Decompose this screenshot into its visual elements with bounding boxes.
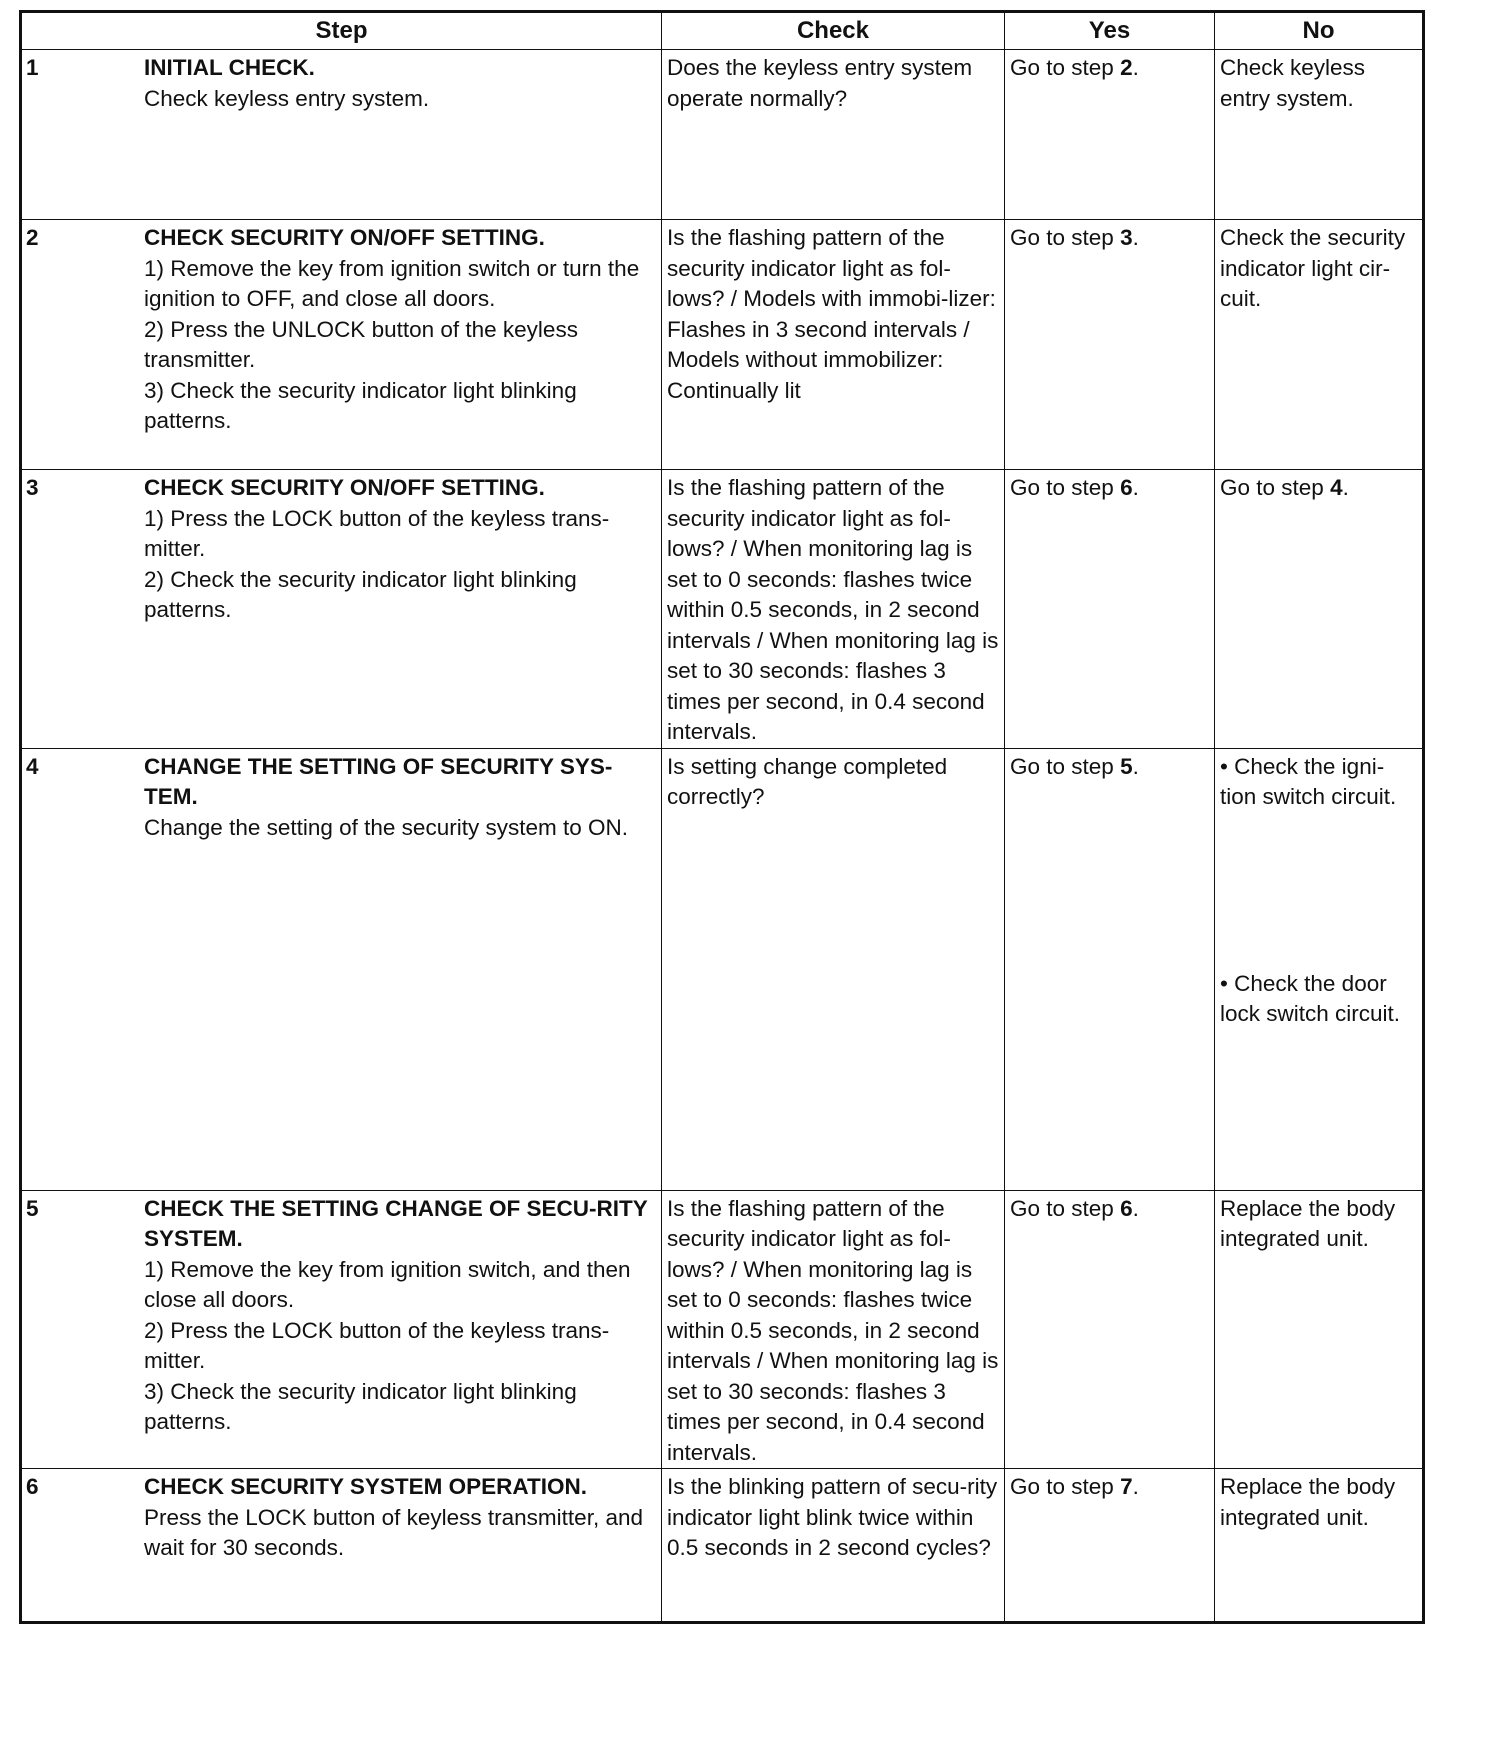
yes-suffix: . — [1132, 225, 1139, 250]
step-instruction: Check keyless entry system. — [144, 85, 430, 111]
check-cell: Is the flashing pattern of the security indicator light as fol-lows? / Models with immobi-lizer: Flashes in 3 second intervals / Models without immobilizer: Continually lit — [662, 220, 1005, 470]
no-cell: Check keyless entry system. — [1215, 50, 1424, 220]
yes-step-number: 5 — [1120, 753, 1133, 779]
header-check: Check — [662, 12, 1005, 50]
step-instruction: 1) Press the LOCK button of the keyless trans-mitter. — [144, 505, 610, 561]
no-bullet-item: • Check the door lock switch circuit. — [1220, 970, 1401, 1026]
step-cell — [21, 470, 662, 749]
table-row — [21, 1469, 1424, 1623]
yes-step-number: 2 — [1120, 55, 1133, 80]
step-title: CHANGE THE SETTING OF SECURITY SYS-TEM. — [144, 753, 613, 809]
step-instruction: 3) Check the security indicator light blinking patterns. — [144, 377, 577, 433]
step-cell — [21, 50, 662, 220]
step-number: 1 — [26, 55, 39, 80]
step-instruction: 2) Press the UNLOCK button of the keyless transmitter. — [144, 316, 578, 372]
check-cell: Is the blinking pattern of secu-rity indicator light blink twice within 0.5 seconds in 2 second cycles? — [662, 1469, 1005, 1623]
step-instruction: 2) Check the security indicator light blinking patterns. — [144, 566, 577, 622]
no-cell — [1215, 748, 1424, 1190]
step-instruction: Press the LOCK button of keyless transmitter, and wait for 30 seconds. — [144, 1504, 643, 1560]
yes-suffix: . — [1132, 753, 1139, 779]
yes-suffix: . — [1132, 1195, 1139, 1221]
check-cell: Does the keyless entry system operate normally? — [662, 50, 1005, 220]
yes-cell — [1005, 1469, 1215, 1623]
no-bullet-item: • Check the igni-tion switch circuit. — [1220, 753, 1397, 809]
step-number: 6 — [26, 1474, 39, 1499]
step-cell — [21, 1190, 662, 1469]
step-instruction: Change the setting of the security system to ON. — [144, 814, 628, 840]
yes-cell — [1005, 470, 1215, 749]
no-step-number: 4 — [1330, 475, 1343, 500]
table-row — [21, 470, 1424, 749]
yes-step-number: 6 — [1120, 1195, 1133, 1221]
no-text: Go to step — [1220, 475, 1331, 500]
no-cell: Check the security indicator light cir-cuit. — [1215, 220, 1424, 470]
yes-step-number: 6 — [1120, 475, 1133, 500]
yes-text: Go to step — [1010, 753, 1121, 779]
step-cell — [21, 1469, 662, 1623]
yes-cell — [1005, 220, 1215, 470]
yes-suffix: . — [1132, 475, 1139, 500]
header-step: Step — [21, 12, 662, 50]
step-title: CHECK SECURITY ON/OFF SETTING. — [144, 475, 545, 500]
yes-cell — [1005, 50, 1215, 220]
step-number: 2 — [26, 225, 39, 250]
step-title: CHECK SECURITY SYSTEM OPERATION. — [144, 1474, 587, 1499]
no-suffix: . — [1342, 475, 1349, 500]
yes-step-number: 7 — [1120, 1474, 1133, 1499]
yes-step-number: 3 — [1120, 225, 1133, 250]
step-instruction: 1) Remove the key from ignition switch or turn the ignition to OFF, and close all doors. — [144, 255, 640, 311]
no-cell — [1215, 470, 1424, 749]
header-no: No — [1215, 12, 1424, 50]
yes-text: Go to step — [1010, 1195, 1121, 1221]
step-title: CHECK SECURITY ON/OFF SETTING. — [144, 225, 545, 250]
no-cell: Replace the body integrated unit. — [1215, 1190, 1424, 1469]
yes-suffix: . — [1132, 1474, 1139, 1499]
yes-cell — [1005, 1190, 1215, 1469]
check-cell: Is the flashing pattern of the security indicator light as fol-lows? / When monitoring lag is set to 0 seconds: flashes twice within 0.5 seconds, in 2 second intervals / When monitoring lag is set to 30 seconds: flashes 3 times per second, in 0.4 second intervals. — [662, 470, 1005, 749]
yes-suffix: . — [1132, 55, 1139, 80]
step-cell — [21, 748, 662, 1190]
check-cell: Is setting change completed correctly? — [662, 748, 1005, 1190]
step-instruction: 2) Press the LOCK button of the keyless trans-mitter. — [144, 1317, 610, 1373]
yes-text: Go to step — [1010, 225, 1121, 250]
step-cell — [21, 220, 662, 470]
table-row — [21, 1190, 1424, 1469]
yes-text: Go to step — [1010, 475, 1121, 500]
step-instruction: 3) Check the security indicator light blinking patterns. — [144, 1378, 577, 1434]
header-row — [21, 12, 1424, 50]
step-number: 4 — [26, 753, 39, 779]
step-number: 5 — [26, 1195, 39, 1221]
step-number: 3 — [26, 475, 39, 500]
table-row — [21, 748, 1424, 1190]
no-cell: Replace the body integrated unit. — [1215, 1469, 1424, 1623]
check-cell: Is the flashing pattern of the security indicator light as fol-lows? / When monitoring lag is set to 0 seconds: flashes twice within 0.5 seconds, in 2 second intervals / When monitoring lag is set to 30 seconds: flashes 3 times per second, in 0.4 second intervals. — [662, 1190, 1005, 1469]
table-row — [21, 50, 1424, 220]
step-title: INITIAL CHECK. — [144, 55, 315, 80]
yes-cell — [1005, 748, 1215, 1190]
step-title: CHECK THE SETTING CHANGE OF SECU-RITY SYSTEM. — [144, 1195, 648, 1251]
yes-text: Go to step — [1010, 55, 1121, 80]
step-instruction: 1) Remove the key from ignition switch, and then close all doors. — [144, 1256, 631, 1312]
header-yes: Yes — [1005, 12, 1215, 50]
table-row — [21, 220, 1424, 470]
yes-text: Go to step — [1010, 1474, 1121, 1499]
diagnostic-table — [19, 10, 1425, 1624]
